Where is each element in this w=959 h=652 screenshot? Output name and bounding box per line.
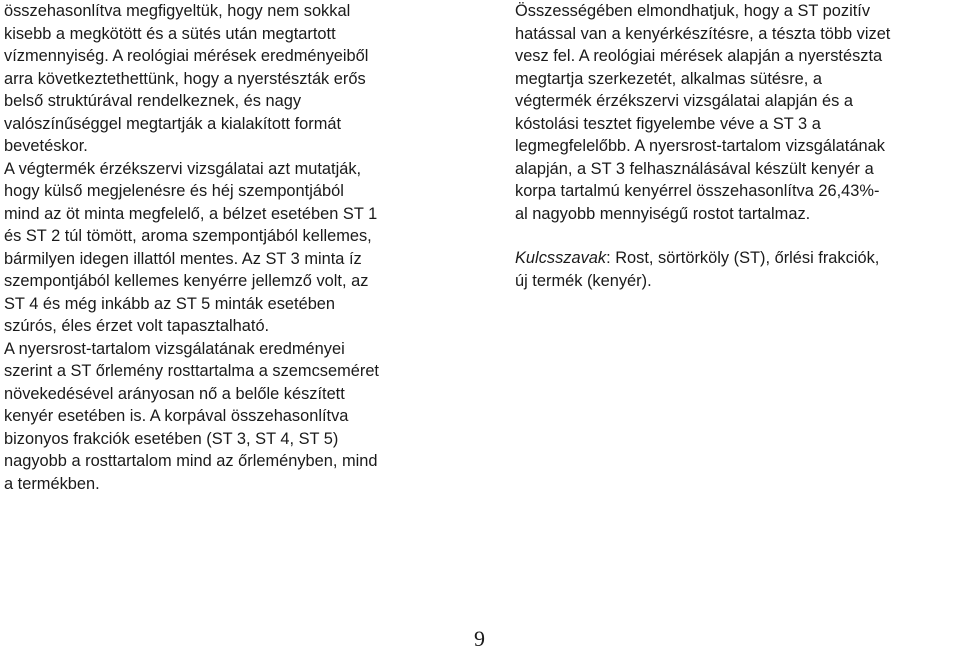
text-line: szerint a ST őrlemény rosttartalma a szemcseméret xyxy=(4,362,379,380)
text-line: valószínűséggel megtartják a kialakított formát xyxy=(4,114,342,133)
text-line: korpa tartalmú kenyérrel összehasonlítva 26,43%- xyxy=(515,182,880,200)
text-line: belső struktúrával rendelkeznek, és nagy xyxy=(4,92,302,110)
text-line: A nyersrost-tartalom vizsgálatának eredményei xyxy=(4,339,345,358)
text-line: kenyér esetében is. A korpával összehasonlítva xyxy=(4,407,349,425)
keywords-line: új termék (kenyér). xyxy=(515,271,652,290)
text-line: szúrós, éles érzet volt tapasztalható. xyxy=(4,317,270,335)
text-line: mind az öt minta megfelelő, a bélzet esetében ST 1 xyxy=(4,204,378,223)
text-line: szempontjából kellemes kenyérre jellemző volt, az xyxy=(4,272,369,290)
text-line: és ST 2 túl tömött, aroma szempontjából kellemes, xyxy=(4,227,372,245)
text-line: bevetéskor. xyxy=(4,137,88,155)
text-line: bármilyen idegen illattól mentes. Az ST 3 minta íz xyxy=(4,249,362,268)
left-column xyxy=(4,0,472,495)
text-line: növekedésével arányosan nő a belőle készített xyxy=(4,384,345,403)
text-line: legmegfelelőbb. A nyersrost-tartalom vizsgálatának xyxy=(515,137,885,155)
text-line: megtartja szerkezetét, alkalmas sütésre, a xyxy=(515,69,822,88)
text-line: Összességében elmondhatjuk, hogy a ST pozitív xyxy=(515,2,871,20)
text-line: ST 4 és még inkább az ST 5 minták esetében xyxy=(4,294,336,313)
keywords-line xyxy=(515,247,959,270)
text-line: végtermék érzékszervi vizsgálatai alapján és a xyxy=(515,92,853,110)
text-line: összehasonlítva megfigyeltük, hogy nem sokkal xyxy=(4,2,351,20)
text-line: vesz fel. A reológiai mérések alapján a nyerstészta xyxy=(515,47,883,65)
keywords-label: Kulcsszavak xyxy=(515,249,607,267)
text-line: alapján, a ST 3 felhasználásával készült kenyér a xyxy=(515,159,874,178)
text-line: a termékben. xyxy=(4,474,100,493)
text-line: hatással van a kenyérkészítésre, a tészta több vizet xyxy=(515,24,891,43)
text-line: A végtermék érzékszervi vizsgálatai azt mutatják, xyxy=(4,159,362,178)
text-line: hogy külső megjelenésre és héj szempontjából xyxy=(4,182,344,200)
text-line: al nagyobb mennyiségű rostot tartalmaz. xyxy=(515,204,811,223)
text-line: arra következtethettünk, hogy a nyerstészták erős xyxy=(4,69,366,88)
text-line: vízmennyiség. A reológiai mérések eredményeiből xyxy=(4,47,369,65)
page-number: 9 xyxy=(474,626,485,651)
keywords-text: : Rost, sörtörköly (ST), őrlési frakciók, xyxy=(606,249,880,267)
text-line: kóstolási tesztet figyelembe véve a ST 3 a xyxy=(515,114,821,133)
right-column xyxy=(515,0,959,292)
text-line: nagyobb a rosttartalom mind az őrleményben, mind xyxy=(4,452,378,470)
text-line: bizonyos frakciók esetében (ST 3, ST 4, ST 5) xyxy=(4,429,339,448)
text-line: kisebb a megkötött és a sütés után megtartott xyxy=(4,24,336,43)
